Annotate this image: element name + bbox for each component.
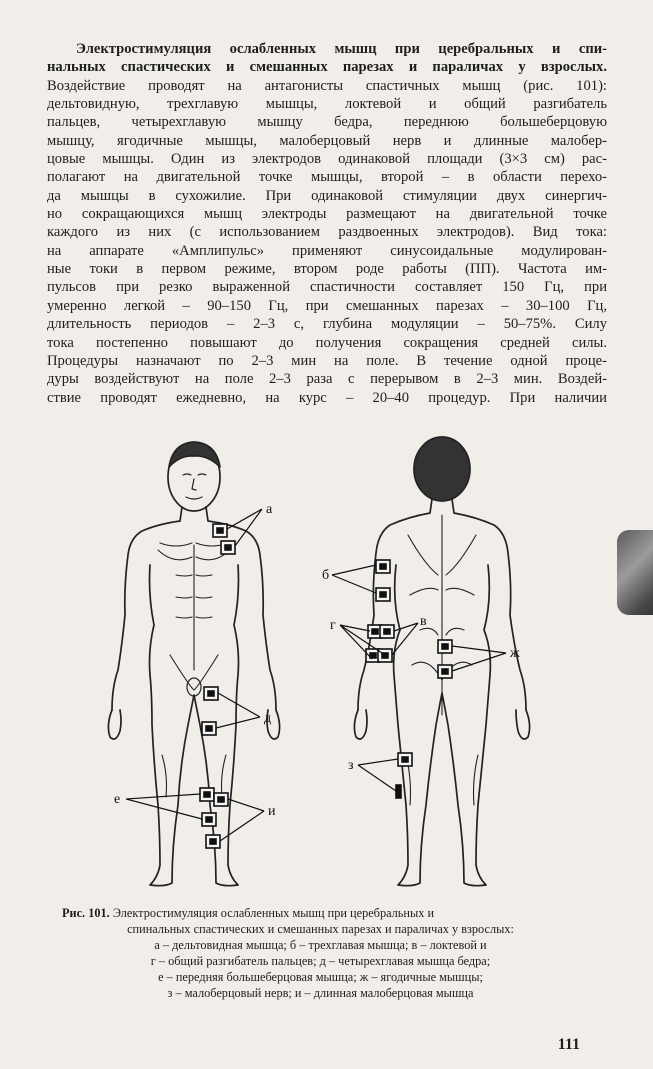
text-line: ные токи в первом режиме, втором роде работы (ПП). Частота им- [47, 261, 607, 278]
pointer-lines-d [216, 693, 260, 728]
page-edge-tab [617, 530, 653, 615]
back-hand-right [516, 710, 530, 739]
electrode-back-forearm-2 [380, 625, 394, 638]
text-line: умеренно легкой – 90–150 Гц, при смешанных парезах – 30–100 Гц, [47, 297, 607, 314]
text-line: полагают на двигательной точке мышцы, второй – в области перехо- [47, 169, 607, 186]
text-line: на аппарате «Амплипульс» применяют синусоидальные модулирован- [47, 242, 607, 259]
label-a: а [266, 502, 273, 517]
text-line: цовые мышцы. Один из электродов одинаковой площади (3×3 см) рас- [47, 151, 607, 168]
text-line: каждого из них (с использованием раздвоенных электродов). Вид тока: [47, 224, 607, 241]
electrode-front-thigh-lower [202, 722, 216, 735]
caption-legend-line: а – дельтовидная мышца; б – трехглавая мышца; в – локтевой и [154, 937, 487, 952]
caption-figure-number: Рис. 101. [62, 906, 110, 920]
electrode-back-arm-lower [376, 588, 390, 601]
electrode-front-shin-3 [202, 813, 216, 826]
front-hand-left [108, 710, 121, 739]
text-line: но сокращающихся мышц электроды размещают на двигательной точке [47, 206, 607, 223]
text-line: пульсов при резко выраженной спастичности составляет 150 Гц, при [47, 279, 607, 296]
caption-title-part2: спинальных спастических и смешанных парезах и параличах у взрослых: [127, 921, 514, 936]
electrode-front-shoulder-upper [213, 524, 227, 537]
pointer-lines-b [332, 565, 376, 593]
pointer-lines-e [126, 794, 202, 819]
label-b: б [322, 568, 330, 583]
label-e: е [114, 792, 121, 807]
back-muscle-lines [406, 515, 478, 805]
electrode-back-knee [398, 753, 412, 766]
electrode-back-buttock-lower [438, 665, 452, 678]
page-number: 111 [557, 1036, 580, 1053]
figure-101-electrode-placement [40, 425, 615, 910]
text-line: дельтовидную, трехглавую мышцы, локтевой и общий разгибатель [47, 96, 607, 113]
caption-title-part1: Электростимуляция ослабленных мышц при церебральных и [112, 906, 435, 920]
caption-legend-line: з – малоберцовый нерв; и – длинная малоберцовая мышца [167, 985, 474, 1000]
caption-legend-line: е – передняя большеберцовая мышца; ж – ягодичные мышцы; [158, 969, 483, 984]
label-i: и [268, 804, 276, 819]
figure-caption [48, 906, 593, 1001]
front-body-figure [108, 442, 279, 886]
text-line: мышцу, ягодичные мышцы, малоберцовый нерв и длинные малобер- [47, 132, 607, 149]
text-line: да мышцы в сухожилие. При одинаковой стимуляции двух синергич- [47, 187, 607, 204]
electrode-back-buttock-upper [438, 640, 452, 653]
label-z: з [348, 758, 354, 773]
pointer-lines-zh [452, 646, 506, 671]
electrode-front-shin-2 [214, 793, 228, 806]
text-line: тока постепенно повышают до получения сокращения средней силы. [47, 334, 607, 351]
text-line: Процедуры назначают по 2–3 мин на поле. В течение одной проце- [47, 352, 607, 369]
back-hand-left [354, 710, 367, 739]
electrode-front-shoulder-lower [221, 541, 235, 554]
front-muscle-lines [158, 543, 230, 797]
text-line: дуры воздействуют на поле 2–3 раза с перерывом в 2–3 мин. Воздей- [47, 371, 607, 388]
section-heading-line-1: Электростимуляция ослабленных мышц при церебральных и спи- [76, 41, 607, 57]
pointer-lines-v [392, 623, 418, 655]
text-line: Воздействие проводят на антагонисты спастичных мышц (рис. 101): [47, 77, 607, 94]
body-text [47, 40, 607, 407]
caption-legend-line: г – общий разгибатель пальцев; д – четырехглавая мышца бедра; [150, 953, 491, 968]
electrode-back-calf-small [396, 785, 401, 798]
label-d: д [264, 711, 272, 726]
electrode-front-shin-1 [200, 788, 214, 801]
front-hair [169, 442, 220, 467]
front-face [183, 474, 206, 499]
label-g: г [330, 618, 336, 633]
back-head [414, 437, 470, 501]
electrode-front-thigh-upper [204, 687, 218, 700]
text-line: длительность периодов – 2–3 с, глубина модуляции – 50–75%. Силу [47, 316, 607, 333]
label-v: в [420, 614, 427, 629]
section-heading-line-2: нальных спастических и смешанных парезах и параличах у взрослых. [47, 59, 607, 76]
electrode-front-shin-4 [206, 835, 220, 848]
label-zh: ж [510, 646, 520, 661]
electrode-back-forearm-4 [378, 649, 392, 662]
front-genitals [187, 678, 201, 696]
pointer-lines-z [358, 759, 398, 791]
text-line: ствие проводят ежедневно, на курс – 20–40 процедур. При наличии [47, 389, 607, 406]
electrode-back-arm-upper [376, 560, 390, 573]
text-line: пальцев, четырехглавую мышцу бедра, переднюю большеберцовую [47, 114, 607, 131]
